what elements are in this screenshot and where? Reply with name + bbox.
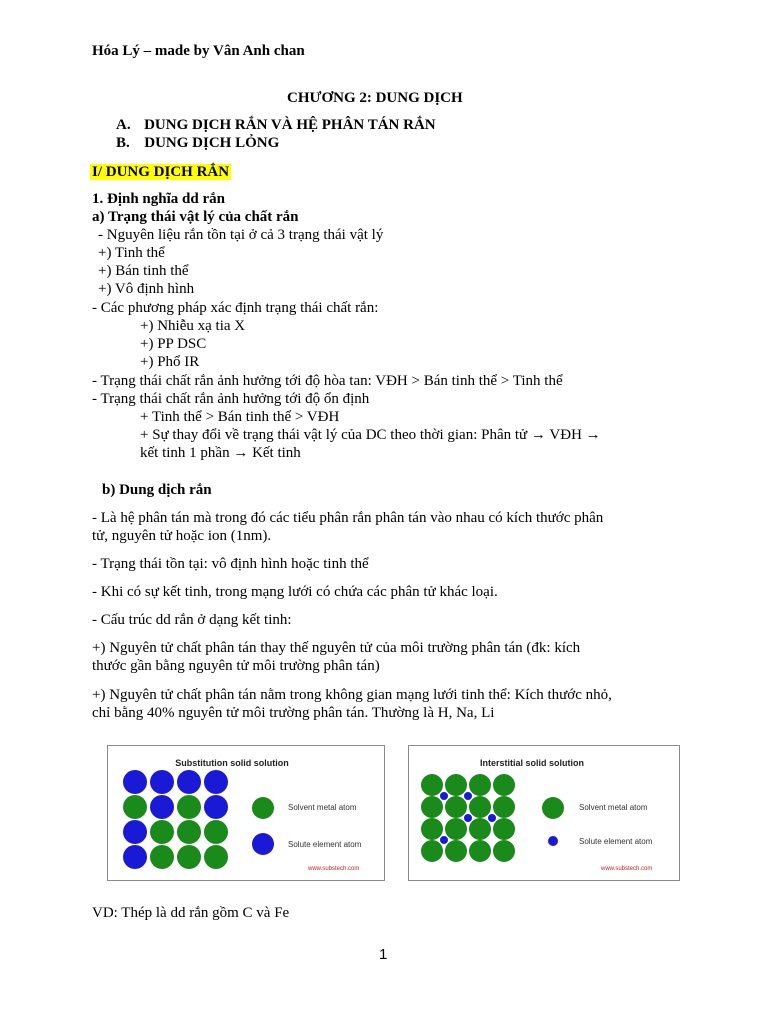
solvent-atom bbox=[150, 820, 174, 844]
solute-atom bbox=[488, 814, 496, 822]
body-line: + Tinh thể > Bán tinh thể > VĐH bbox=[140, 409, 340, 425]
document-header: Hóa Lý – made by Vân Anh chan bbox=[92, 43, 305, 59]
body-line: +) Bán tinh thể bbox=[98, 263, 189, 279]
solvent-atom bbox=[445, 840, 467, 862]
subsection-heading-1a: a) Trạng thái vật lý của chất rắn bbox=[92, 209, 299, 225]
solvent-atom-group bbox=[123, 770, 228, 869]
body-line: - Các phương pháp xác định trạng thái chất rắn: bbox=[92, 300, 379, 316]
legend-solvent-atom bbox=[542, 797, 564, 819]
solvent-atom bbox=[421, 840, 443, 862]
solvent-atom bbox=[469, 796, 491, 818]
interstitial-figure bbox=[408, 745, 680, 881]
legend-solute-atom bbox=[548, 836, 558, 846]
example-line: VD: Thép là dd rắn gồm C và Fe bbox=[92, 905, 290, 921]
outline-item-a bbox=[116, 116, 436, 134]
solute-atom bbox=[440, 836, 448, 844]
solute-atom bbox=[464, 792, 472, 800]
body-line: - Khi có sự kết tinh, trong mạng lưới có chứa các phân tử khác loại. bbox=[92, 584, 498, 600]
solute-atom bbox=[464, 814, 472, 822]
solute-atom bbox=[204, 795, 228, 819]
outline-text: DUNG DỊCH LỎNG bbox=[144, 135, 280, 151]
body-line: kết tinh 1 phần → Kết tinh bbox=[140, 445, 301, 461]
solvent-atom bbox=[421, 774, 443, 796]
solvent-atom bbox=[445, 818, 467, 840]
legend-solute-atom bbox=[252, 833, 274, 855]
section-heading bbox=[90, 163, 231, 181]
solute-atom bbox=[177, 770, 201, 794]
solute-atom bbox=[440, 792, 448, 800]
solvent-atom bbox=[445, 796, 467, 818]
figure-title: Interstitial solid solution bbox=[479, 758, 584, 768]
solute-atom bbox=[150, 795, 174, 819]
solvent-atom bbox=[177, 820, 201, 844]
section-heading-highlight: I/ DUNG DỊCH RẮN bbox=[92, 164, 230, 180]
interstitial-lattice bbox=[409, 746, 679, 880]
body-line: +) Phổ IR bbox=[140, 354, 200, 370]
solvent-atom bbox=[493, 796, 515, 818]
body-line: +) Tinh thể bbox=[98, 245, 165, 261]
body-line: - Là hệ phân tán mà trong đó các tiểu phân rắn phân tán vào nhau có kích thước phân bbox=[92, 510, 604, 526]
solvent-atom bbox=[445, 774, 467, 796]
solute-atom bbox=[150, 770, 174, 794]
body-line: +) Nguyên tử chất phân tán thay thế nguyên tử của môi trường phân tán (đk: kích bbox=[92, 640, 581, 656]
legend-solute-label: Solute element atom bbox=[579, 837, 653, 846]
solvent-atom bbox=[204, 845, 228, 869]
solvent-atom bbox=[421, 818, 443, 840]
outline-item-b bbox=[116, 134, 279, 152]
body-line: +) Nhiễu xạ tia X bbox=[140, 318, 246, 334]
solvent-atom bbox=[493, 840, 515, 862]
outline-num: A. bbox=[116, 117, 131, 133]
solvent-atom bbox=[204, 820, 228, 844]
solute-atom bbox=[123, 770, 147, 794]
solvent-atom bbox=[493, 818, 515, 840]
outline-num: B. bbox=[116, 135, 130, 151]
substitution-figure bbox=[107, 745, 385, 881]
solvent-atom bbox=[469, 818, 491, 840]
solvent-atom bbox=[177, 795, 201, 819]
chapter-title: CHƯƠNG 2: DUNG DỊCH bbox=[287, 90, 463, 106]
solvent-atom bbox=[177, 845, 201, 869]
solvent-atom bbox=[150, 845, 174, 869]
subsection-heading-1b: b) Dung dịch rắn bbox=[102, 482, 212, 498]
legend-solvent-atom bbox=[252, 797, 274, 819]
figure-title: Substitution solid solution bbox=[175, 758, 289, 768]
body-line: +) PP DSC bbox=[140, 336, 207, 352]
solvent-atom bbox=[469, 774, 491, 796]
figure-watermark: www.substech.com bbox=[308, 866, 360, 872]
body-line: - Trạng thái tồn tại: vô định hình hoặc tinh thể bbox=[92, 556, 369, 572]
legend-solute-label: Solute element atom bbox=[288, 840, 362, 849]
subsection-heading-1: 1. Định nghĩa dd rắn bbox=[92, 191, 225, 207]
body-line: + Sự thay đổi về trạng thái vật lý của DC theo thời gian: Phân tử → VĐH → bbox=[140, 427, 601, 443]
solvent-atom bbox=[469, 840, 491, 862]
body-line: - Nguyên liệu rắn tồn tại ở cả 3 trạng thái vật lý bbox=[98, 227, 384, 243]
solute-atom bbox=[123, 845, 147, 869]
page-number: 1 bbox=[379, 946, 388, 963]
body-line: - Trạng thái chất rắn ảnh hưởng tới độ ổn định bbox=[92, 391, 370, 407]
legend-solvent-label: Solvent metal atom bbox=[579, 803, 648, 812]
body-line: +) Vô định hình bbox=[98, 281, 195, 297]
legend-solvent-label: Solvent metal atom bbox=[288, 803, 357, 812]
body-line: tử, nguyên tử hoặc ion (1nm). bbox=[92, 528, 272, 544]
solvent-atom bbox=[123, 795, 147, 819]
body-line: +) Nguyên tử chất phân tán nằm trong không gian mạng lưới tinh thể: Kích thước nhỏ, bbox=[92, 687, 612, 703]
outline-text: DUNG DỊCH RẮN VÀ HỆ PHÂN TÁN RẮN bbox=[144, 117, 436, 133]
body-line: thước gần bằng nguyên tử môi trường phân tán) bbox=[92, 658, 380, 674]
body-line: - Trạng thái chất rắn ảnh hưởng tới độ hòa tan: VĐH > Bán tinh thể > Tinh thể bbox=[92, 373, 563, 389]
body-line: - Cấu trúc dd rắn ở dạng kết tinh: bbox=[92, 612, 292, 628]
solvent-atom bbox=[493, 774, 515, 796]
substitution-lattice bbox=[108, 746, 384, 880]
body-line: chỉ bằng 40% nguyên tử môi trường phân tán. Thường là H, Na, Li bbox=[92, 705, 495, 721]
figure-watermark: www.substech.com bbox=[601, 866, 653, 872]
solute-atom bbox=[123, 820, 147, 844]
solute-atom bbox=[204, 770, 228, 794]
solvent-atom bbox=[421, 796, 443, 818]
